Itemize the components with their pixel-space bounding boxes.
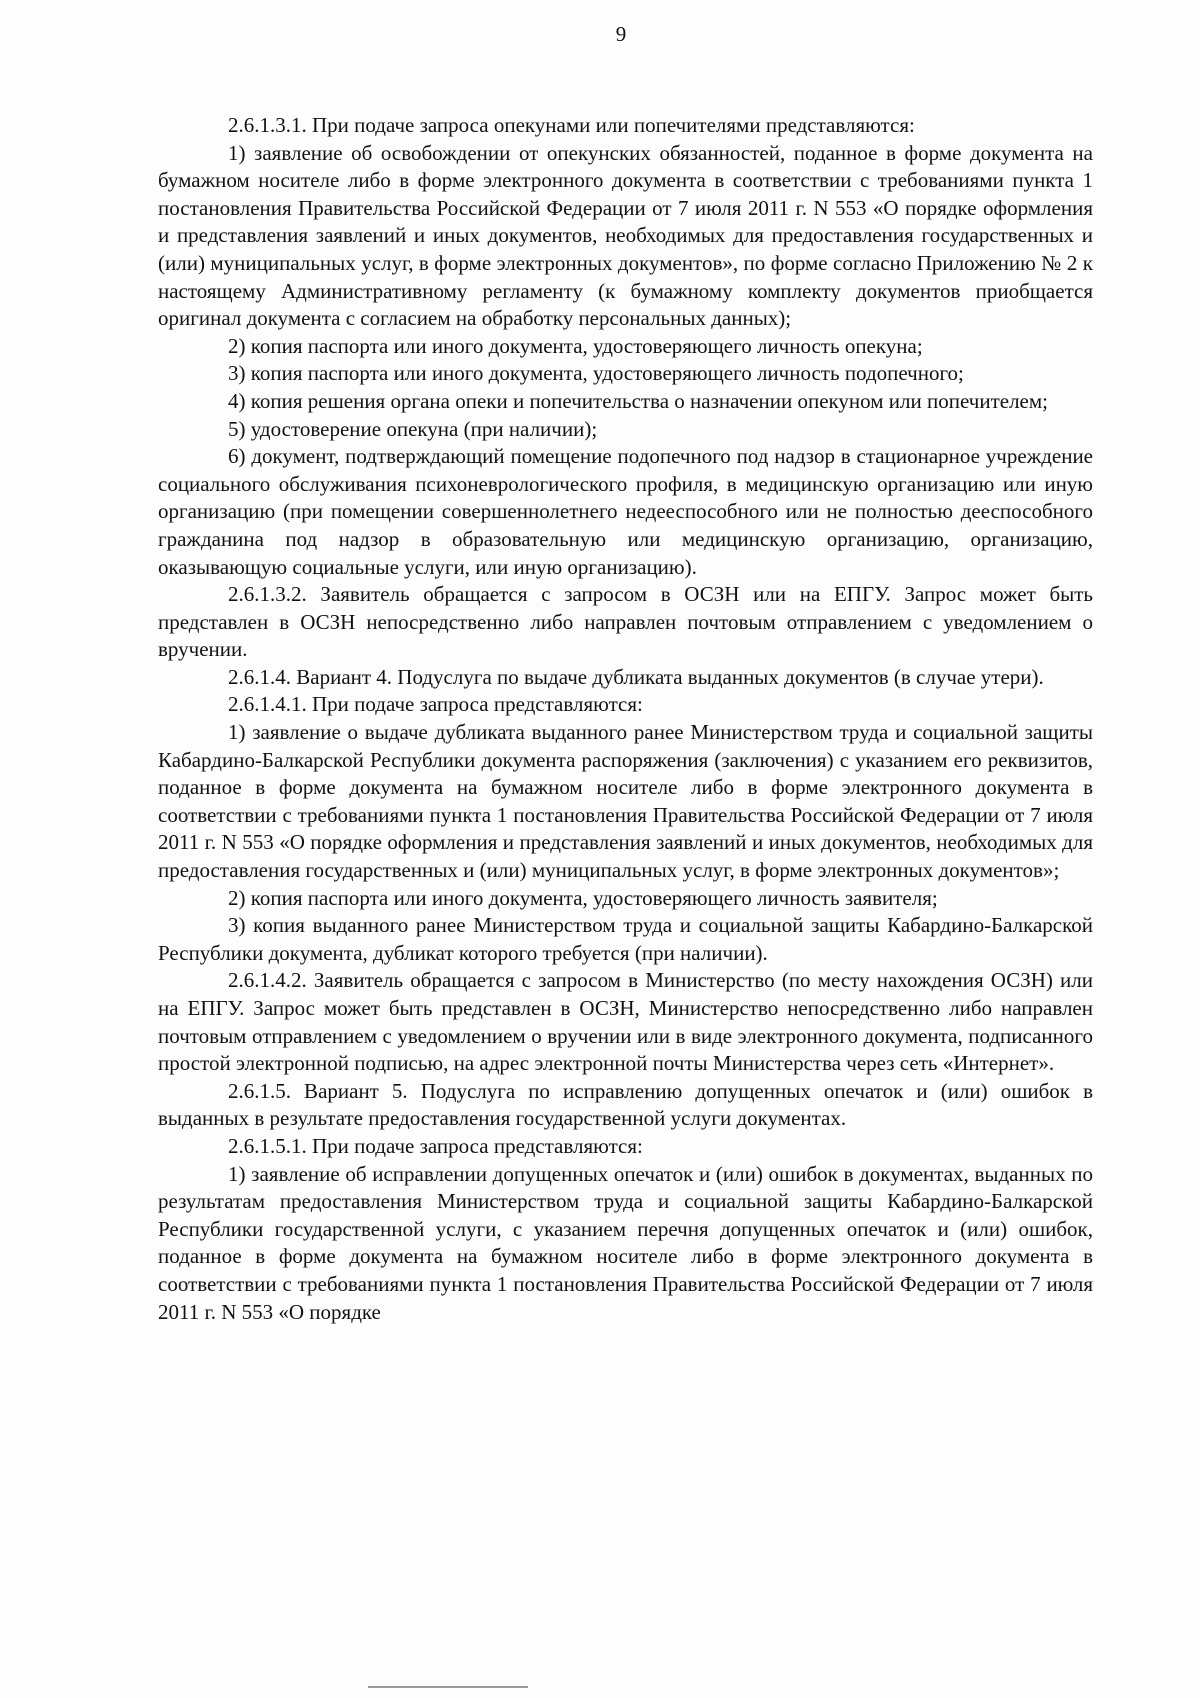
paragraph: 6) документ, подтверждающий помещение подопечного под надзор в стационарное учреждение социального обслуживания психоневрологического профиля, в медицинскую организацию или иную организацию (при помещении совершеннолетнего недееспособного или не полностью дееспособного гражданина под надзор в образовательную или медицинскую организацию, организацию, оказывающую социальные услуги, или иную организацию). [158, 444, 1093, 579]
paragraph: 2.6.1.3.2. Заявитель обращается с запросом в ОСЗН или на ЕПГУ. Запрос может быть представлен в ОСЗН непосредственно либо направлен почтовым отправлением с уведомлением о вручении. [158, 582, 1093, 662]
paragraph: 2) копия паспорта или иного документа, удостоверяющего личность опекуна; [228, 333, 923, 358]
paragraph: 1) заявление о выдаче дубликата выданного ранее Министерством труда и социальной защиты Кабардино-Балкарской Республики документа распоряжения (заключения) с указанием его реквизитов, поданное в форме документа на бумажном носителе либо в форме электронного документа в соответствии с требованиями пункта 1 постановления Правительства Российской Федерации от 7 июля 2011 г. N 553 «О порядке оформления и представления заявлений и иных документов, необходимых для предоставления государственных и (или) муниципальных услуг, в форме электронных документов»; [158, 720, 1093, 883]
paragraph: 2.6.1.5.1. При подаче запроса представляются: [228, 1133, 643, 1158]
paragraph: 2.6.1.4.1. При подаче запроса представляются: [228, 692, 643, 717]
paragraph: 3) копия выданного ранее Министерством труда и социальной защиты Кабардино-Балкарской Республики документа, дубликат которого требуется (при наличии). [158, 913, 1093, 965]
paragraph: 2.6.1.5. Вариант 5. Подуслуга по исправлению допущенных опечаток и (или) ошибок в выданных в результате предоставления государственной услуги документах. [158, 1078, 1093, 1131]
paragraph: 1) заявление об освобождении от опекунских обязанностей, поданное в форме документа на бумажном носителе либо в форме электронного документа в соответствии с требованиями пункта 1 постановления Правительства Российской Федерации от 7 июля 2011 г. N 553 «О порядке оформления и представления заявлений и иных документов, необходимых для предоставления государственных и (или) муниципальных услуг, в форме электронных документов», по форме согласно Приложению № 2 к настоящему Административному регламенту (к бумажному комплекту документов приобщается оригинал документа с согласием на обработку персональных данных); [158, 140, 1093, 331]
paragraph: 2.6.1.4. Вариант 4. Подуслуга по выдаче дубликата выданных документов (в случае утери). [228, 664, 1044, 689]
document-body [158, 112, 1093, 1326]
paragraph: 2.6.1.4.2. Заявитель обращается с запросом в Министерство (по месту нахождения ОСЗН) или на ЕПГУ. Запрос может быть представлен в ОСЗН, Министерство непосредственно либо направлен почтовым отправлением с уведомлением о вручении или в виде электронного документа, подписанного простой электронной подписью, на адрес электронной почты Министерства через сеть «Интернет». [158, 968, 1093, 1076]
paragraph: 1) заявление об исправлении допущенных опечаток и (или) ошибок в документах, выданных по результатам предоставления Министерством труда и социальной защиты Кабардино-Балкарской Республики государственной услуги, с указанием перечня допущенных опечаток и (или) ошибок, поданное в форме документа на бумажном носителе либо в форме электронного документа в соответствии с требованиями пункта 1 постановления Правительства Российской Федерации от 7 июля 2011 г. N 553 «О порядке [158, 1161, 1093, 1324]
paragraph: 2.6.1.3.1. При подаче запроса опекунами или попечителями представляются: [228, 113, 915, 137]
paragraph: 2) копия паспорта или иного документа, удостоверяющего личность заявителя; [228, 885, 938, 910]
page-number: 9 [615, 22, 627, 46]
paragraph: 4) копия решения органа опеки и попечительства о назначении опекуном или попечителем; [228, 388, 1048, 413]
paragraph: 5) удостоверение опекуна (при наличии); [228, 416, 598, 441]
paragraph: 3) копия паспорта или иного документа, удостоверяющего личность подопечного; [228, 361, 964, 386]
bottom-divider [368, 1686, 528, 1688]
